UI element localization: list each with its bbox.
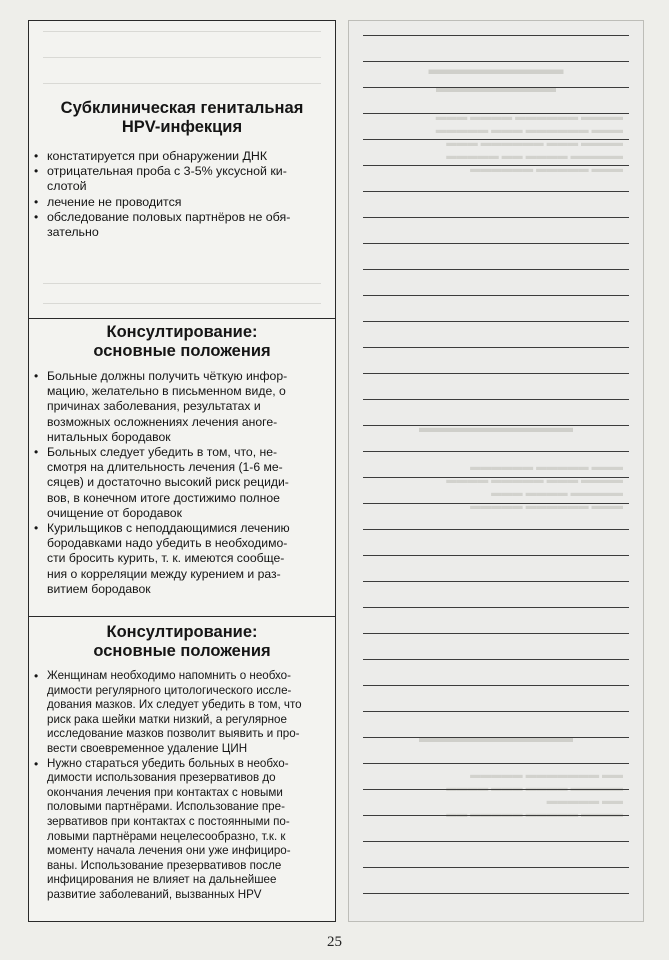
bullet-list — [29, 149, 335, 240]
item-line: смотря на длительность лечения (1-6 ме- — [47, 460, 283, 475]
bleed-through: ▬▬ ▬▬▬▬▬▬▬ ▬▬▬▬▬ ▬▬▬▬▬ ▬▬▬▬ ▬▬▬ ▬▬▬▬ ▬▬ ▬▬▬▬▬ ▬▬▬▬ ▬▬▬▬▬ ▬▬▬▬▬ ▬▬ — [446, 769, 623, 820]
bullet-list — [29, 669, 335, 903]
panel-title — [29, 623, 335, 661]
title-line: Субклиническая генитальная — [60, 99, 304, 117]
item-line: нитальных бородавок — [47, 429, 171, 444]
bullet-list — [29, 369, 335, 597]
item-line: • Больных следует убедить в том, что, не- — [47, 445, 278, 460]
bleed-through: ▬▬▬▬▬▬▬▬▬▬▬ — [419, 419, 573, 435]
item-line: • Нужно стараться убедить больных в необхо- — [47, 756, 289, 770]
panel-counseling-1 — [29, 319, 335, 617]
item-line: ваны. Использование презервативов после — [47, 858, 282, 872]
title-line: Консултирование: — [106, 323, 258, 341]
panel-subclinical-hpv — [29, 21, 335, 319]
bleed-through: ▬▬▬▬▬▬▬▬▬▬▬ — [419, 729, 573, 745]
list-item — [47, 757, 327, 903]
list-item — [47, 195, 327, 210]
item-line: половыми партнёрами. Использование пре- — [47, 800, 285, 814]
item-line: очищение от бородавок — [47, 505, 182, 520]
item-line: • Курильщиков с неподдающимися лечению — [47, 521, 290, 536]
item-line: • констатируется при обнаружении ДНК — [47, 149, 268, 163]
bleed-through: ▬▬▬ ▬▬▬▬▬ ▬▬▬▬▬▬ ▬▬▬▬ ▬▬▬ ▬▬▬▬▬ ▬▬▬▬ ▬▬▬▬▬ ▬▬▬▬ ▬▬▬ ▬▬▬ ▬▬▬▬▬▬ ▬▬▬▬▬ — [446, 461, 623, 512]
panel-title — [29, 99, 335, 137]
item-line: ловыми партнёрами нецелесообразно, т.к. к — [47, 829, 286, 843]
item-line: • отрицательная проба с 3-5% уксусной ки- — [47, 164, 287, 179]
item-line: мацию, желательно в письменном виде, о — [47, 384, 286, 399]
item-line: витием бородавок — [47, 581, 151, 596]
item-line: причинах заболевания, результатах и — [47, 399, 261, 414]
page-number: 25 — [327, 934, 342, 950]
bleed-through: ▬▬▬▬ ▬▬▬▬▬▬ ▬▬▬▬ ▬▬▬ ▬▬▬ ▬▬▬▬▬▬ ▬▬▬ ▬▬▬▬▬ ▬▬▬▬ ▬▬▬ ▬▬▬▬▬▬ ▬▬▬ ▬▬▬▬▬ ▬▬▬▬ ▬▬ ▬▬▬▬▬ ▬▬▬ ▬▬▬▬▬ ▬▬▬▬▬▬ — [435, 111, 623, 175]
item-line: инфицирования не влияет на дальнейшее — [47, 873, 277, 887]
item-line: возможных осложнениях лечения аноге- — [47, 414, 278, 429]
panel-title — [29, 323, 335, 361]
list-item — [47, 521, 327, 597]
item-line: риск рака шейки матки низкий, а регулярное — [47, 712, 287, 726]
list-item — [47, 164, 327, 194]
item-line: бородавками надо убедить в необходимо- — [47, 536, 288, 551]
item-line: вести своевременное удаление ЦИН — [47, 741, 248, 755]
item-line: дования мазков. Их следует убедить в том, что — [47, 698, 302, 712]
item-line: исследование мазков позволит выявить и про- — [47, 727, 300, 741]
item-line: • лечение не проводится — [47, 194, 182, 209]
list-item — [47, 149, 327, 164]
item-line: димости использования презервативов до — [47, 771, 276, 785]
item-line: • Больные должны получить чёткую инфор- — [47, 369, 288, 383]
item-line: сяцев) и достаточно высокий риск рециди- — [47, 475, 289, 490]
bleed-through: ▬▬▬▬▬▬▬▬▬ ▬▬▬▬▬▬▬▬ — [428, 61, 564, 96]
list-item — [47, 669, 327, 757]
item-line: окончания лечения при контактах с новыми — [47, 785, 283, 799]
item-line: ния о корреляции между курением и раз- — [47, 566, 281, 581]
list-item — [47, 445, 327, 521]
item-line: вов, в конечном итоге достижимо полное — [47, 490, 280, 505]
title-line: основные положения — [93, 342, 271, 360]
item-line: зервативов при контактах с постоянными по- — [47, 814, 290, 828]
item-line: • Женщинам необходимо напомнить о необхо- — [47, 669, 291, 682]
panel-counseling-2 — [29, 617, 335, 923]
title-line: основные положения — [93, 642, 271, 660]
item-line: развитие заболеваний, вызванных HPV — [47, 887, 262, 901]
item-line: димости регулярного цитологического иссле- — [47, 683, 292, 697]
left-column — [28, 20, 336, 922]
title-line: HPV-инфекция — [121, 118, 243, 136]
item-line: слотой — [47, 179, 87, 194]
notes-column — [348, 20, 644, 922]
list-item — [47, 210, 327, 240]
item-line: • обследование половых партнёров не обя- — [47, 209, 291, 224]
list-item — [47, 369, 327, 445]
item-line: моменту начала лечения они уже инфициро- — [47, 844, 291, 858]
item-line: сти бросить курить, т. к. имеются сообще- — [47, 551, 285, 566]
title-line: Консултирование: — [106, 623, 258, 641]
item-line: зательно — [47, 225, 99, 240]
